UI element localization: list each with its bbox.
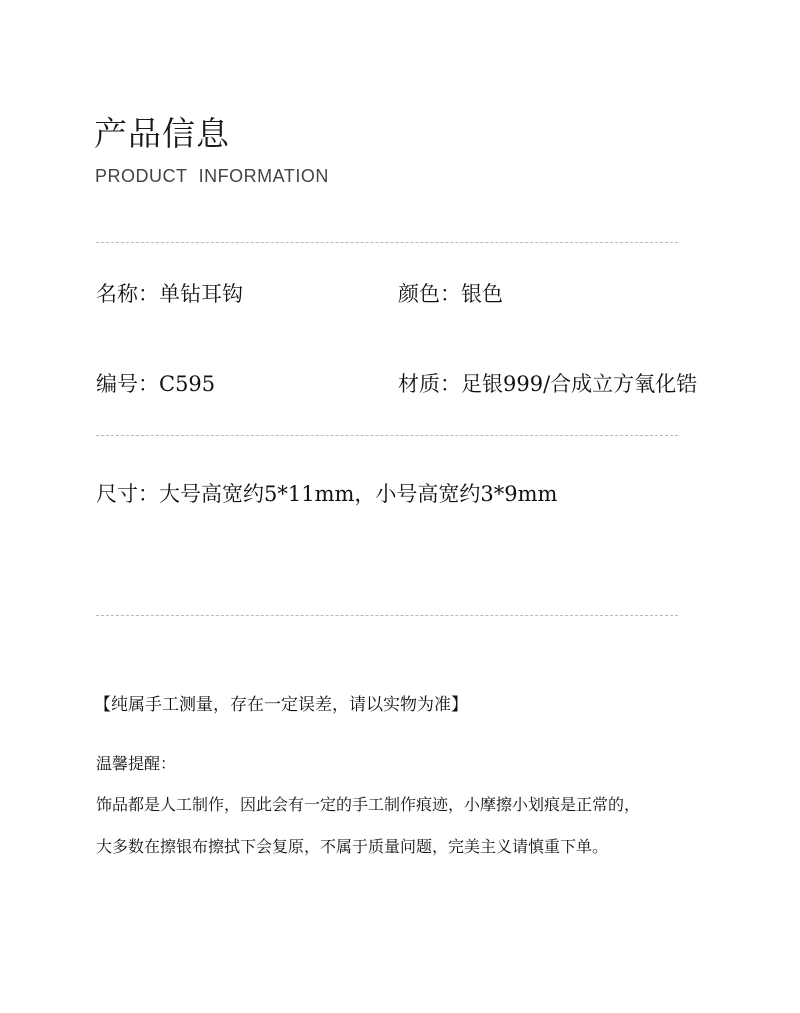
product-material: 材质：足银999/合成立方氧化锆 [398,372,698,396]
divider-top [96,242,678,243]
divider-bottom [96,615,678,616]
reminder-line-2: 大多数在擦银布擦拭下会复原，不属于质量问题，完美主义请慎重下单。 [96,837,609,856]
reminder-title: 温馨提醒： [96,754,177,773]
product-code: 编号：C595 [96,372,216,396]
product-size: 尺寸：大号高宽约5*11mm，小号高宽约3*9mm [96,482,558,506]
page-title: 产品信息 [94,114,230,153]
measure-notice: 【纯属手工测量，存在一定误差，请以实物为准】 [94,695,468,715]
divider-middle [96,435,678,436]
product-name: 名称：单钻耳钩 [96,282,243,306]
page-subtitle: PRODUCT INFORMATION [95,166,329,186]
reminder-line-1: 饰品都是人工制作，因此会有一定的手工制作痕迹，小摩擦小划痕是正常的， [96,795,641,814]
product-color: 颜色：银色 [398,282,503,306]
